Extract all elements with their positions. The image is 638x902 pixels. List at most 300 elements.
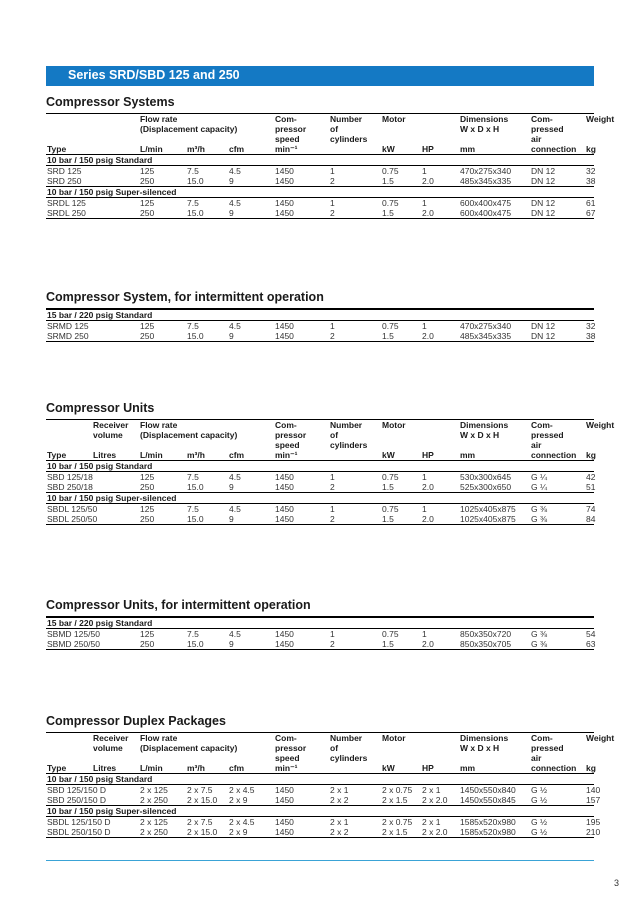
table-cell: 2 x 125: [139, 785, 186, 796]
table-cell: 2 x 1.5: [382, 795, 408, 805]
table-cell: 2 x 9: [229, 795, 248, 805]
table-cell: G ¼: [530, 472, 585, 483]
table-cell: 2 x 4.5: [228, 817, 274, 828]
header-cell: Receiver: [93, 733, 129, 743]
table-cell: 1: [421, 166, 459, 177]
table-cell: 600x400x475: [459, 208, 530, 219]
table-cell: 38: [586, 176, 596, 186]
header-cell: [92, 134, 139, 144]
header-cell: L/min: [140, 144, 163, 154]
table-cell: 125: [139, 504, 186, 515]
header-cell: [381, 124, 421, 134]
header-cell: Litres: [93, 450, 117, 460]
table-cell: 1: [329, 198, 381, 209]
header-cell: [46, 124, 92, 134]
header-cell: min⁻¹: [275, 763, 298, 773]
table-cell: SBD 125/150 D: [47, 785, 107, 795]
header-cell: [46, 420, 92, 430]
header-cell: air: [531, 134, 542, 144]
table-row: [46, 514, 594, 525]
header-cell: Dimensions: [460, 114, 509, 124]
header-cell: mm: [460, 763, 476, 773]
header-cell: [421, 743, 459, 753]
header-cell: L/min: [140, 450, 163, 460]
header-cell: pressed: [531, 743, 564, 753]
table-cell: 15.0: [187, 482, 204, 492]
table-cell: 2 x 2.0: [421, 827, 459, 838]
header-row: [46, 733, 594, 743]
table-cell: [92, 321, 139, 332]
section: [46, 400, 615, 525]
table-row: [46, 639, 594, 650]
section: [46, 94, 615, 219]
header-cell: mm: [460, 450, 476, 460]
section-title: Compressor Systems: [46, 95, 175, 109]
table-cell: 15.0: [186, 639, 228, 650]
header-cell: Flow rate: [140, 114, 178, 124]
table-cell: DN 12: [530, 198, 585, 209]
table-cell: 125: [139, 321, 186, 332]
group-label: 15 bar / 220 psig Standard: [46, 618, 594, 629]
header-cell: [585, 753, 594, 763]
table-cell: 2 x 7.5: [186, 817, 228, 828]
header-cell: [329, 763, 381, 774]
table-row: [46, 472, 594, 483]
table-cell: [92, 176, 139, 187]
table-cell: 2 x 2: [330, 795, 349, 805]
table-row: [46, 176, 594, 187]
header-cell: min⁻¹: [275, 450, 298, 460]
table-cell: 74: [586, 504, 596, 514]
header-cell: of: [330, 430, 339, 440]
header-cell: [421, 753, 459, 763]
header-cell: [186, 420, 228, 430]
table-row: [46, 321, 594, 332]
header-cell: speed: [275, 134, 300, 144]
header-cell: [585, 134, 594, 144]
table-cell: 1025x405x875: [459, 504, 530, 515]
table-cell: [92, 331, 139, 342]
header-cell: (Displacement capacity): [140, 743, 238, 753]
header-cell: air: [531, 440, 542, 450]
header-cell: kW: [382, 144, 395, 154]
table-cell: 1: [329, 629, 381, 640]
table-cell: 125: [139, 166, 186, 177]
table-cell: 2 x 250: [140, 795, 168, 805]
group-label: 10 bar / 150 psig Standard: [46, 155, 594, 166]
table-cell: 1450: [274, 166, 329, 177]
table-cell: 2: [329, 331, 381, 342]
header-cell: [421, 114, 459, 124]
table-cell: 2.0: [421, 639, 459, 650]
header-cell: (Displacement capacity): [140, 430, 238, 440]
header-cell: m³/h: [187, 763, 205, 773]
table-cell: 32: [586, 321, 596, 331]
table-cell: 7.5: [186, 504, 228, 515]
header-cell: [92, 753, 139, 763]
table-cell: DN 12: [531, 176, 556, 186]
header-cell: [139, 134, 186, 144]
table-cell: [92, 514, 139, 525]
table-row: [46, 795, 594, 806]
table-cell: 1450x550x845: [460, 795, 516, 805]
header-cell: kg: [586, 144, 596, 154]
table-cell: 61: [586, 198, 596, 208]
header-row: [46, 134, 594, 144]
table-cell: 850x350x720: [459, 629, 530, 640]
table-cell: 0.75: [381, 472, 421, 483]
table-cell: G ½: [530, 817, 585, 828]
table-cell: 0.75: [381, 504, 421, 515]
table-cell: 9: [229, 176, 234, 186]
header-cell: [459, 134, 530, 144]
table-cell: DN 12: [530, 321, 585, 332]
header-cell: pressor: [275, 124, 307, 134]
table-cell: 2.0: [421, 514, 459, 525]
header-cell: Weight: [586, 420, 615, 430]
header-cell: pressed: [531, 430, 564, 440]
header-cell: m³/h: [187, 450, 205, 460]
table-cell: 125: [139, 629, 186, 640]
header-cell: speed: [275, 440, 300, 450]
header-cell: [228, 733, 274, 743]
group-row: [46, 806, 594, 817]
table-cell: 2: [329, 208, 381, 219]
table-cell: SBMD 250/50: [47, 639, 100, 649]
group-label: 10 bar / 150 psig Standard: [46, 774, 594, 785]
table-cell: DN 12: [530, 208, 585, 219]
header-cell: [46, 733, 92, 743]
table-cell: G ⅜: [530, 639, 585, 650]
table-cell: SRD 125: [46, 166, 92, 177]
table-cell: 1.5: [382, 176, 394, 186]
table-row: [46, 331, 594, 342]
header-cell: [228, 753, 274, 763]
header-cell: [92, 114, 139, 124]
table-cell: 470x275x340: [459, 321, 530, 332]
table-cell: SBDL 125/150 D: [47, 817, 111, 827]
header-cell: [228, 420, 274, 430]
table-row: [46, 785, 594, 796]
header-cell: [459, 753, 530, 763]
header-cell: [381, 134, 421, 144]
header-cell: [46, 743, 92, 753]
table-cell: 15.0: [187, 176, 204, 186]
table-row: [46, 629, 594, 640]
header-cell: [585, 743, 594, 753]
spec-table: [46, 617, 594, 650]
header-row: [46, 450, 594, 461]
table-cell: G ⅜: [530, 629, 585, 640]
table-cell: 2 x 0.75: [381, 785, 421, 796]
table-cell: 9: [228, 639, 274, 650]
table-cell: 4.5: [228, 321, 274, 332]
table-cell: 38: [586, 331, 596, 341]
header-cell: pressor: [275, 430, 307, 440]
table-cell: SRDL 125: [46, 198, 92, 209]
table-cell: 67: [586, 208, 596, 218]
group-label: 10 bar / 150 psig Standard: [46, 461, 594, 472]
header-cell: [186, 134, 228, 144]
table-row: [46, 208, 594, 219]
table-row: [46, 827, 594, 838]
header-row: [46, 753, 594, 763]
group-label: 10 bar / 150 psig Super-silenced: [46, 806, 594, 817]
table-cell: 1: [421, 472, 459, 483]
table-cell: 2: [330, 482, 335, 492]
series-banner: [46, 66, 594, 86]
table-cell: 210: [586, 827, 601, 837]
header-row: [46, 763, 594, 774]
table-cell: DN 12: [530, 166, 585, 177]
header-cell: [46, 753, 92, 763]
header-cell: [381, 430, 421, 440]
table-cell: 140: [586, 785, 601, 795]
header-cell: Type: [47, 763, 67, 773]
header-cell: Receiver: [93, 420, 129, 430]
table-cell: 530x300x645: [459, 472, 530, 483]
table-cell: 54: [586, 629, 596, 639]
section-title: Compressor Duplex Packages: [46, 714, 226, 728]
header-cell: kW: [382, 763, 395, 773]
section-title: Compressor Units: [46, 401, 155, 415]
table-cell: 42: [586, 472, 596, 482]
table-cell: 1.5: [381, 331, 421, 342]
header-cell: [585, 430, 594, 440]
table-cell: 15.0: [186, 331, 228, 342]
table-cell: [92, 166, 139, 177]
header-cell: [421, 134, 459, 144]
table-cell: SBDL 125/50: [47, 504, 98, 514]
group-row: [46, 187, 594, 198]
table-cell: SRMD 125: [46, 321, 92, 332]
table-cell: 1450: [274, 785, 329, 796]
table-cell: 7.5: [186, 166, 228, 177]
table-cell: 2: [329, 514, 381, 525]
table-cell: G ¼: [531, 482, 548, 492]
table-cell: 32: [586, 166, 596, 176]
table-cell: 2.0: [422, 176, 434, 186]
header-cell: W x D x H: [460, 743, 500, 753]
header-cell: [421, 420, 459, 430]
header-cell: [186, 440, 228, 450]
header-cell: HP: [422, 144, 434, 154]
group-row: [46, 310, 594, 321]
table-row: [46, 198, 594, 209]
header-cell: [228, 134, 274, 144]
table-cell: 7.5: [186, 472, 228, 483]
table-cell: 1450: [274, 504, 329, 515]
header-cell: [381, 753, 421, 763]
table-cell: 1: [421, 198, 459, 209]
section: [46, 597, 594, 650]
header-cell: connection: [531, 450, 577, 460]
header-cell: air: [531, 753, 542, 763]
table-cell: 4.5: [228, 629, 274, 640]
table-cell: 15.0: [186, 514, 228, 525]
header-cell: Com-: [531, 114, 553, 124]
table-cell: 1450: [275, 176, 294, 186]
table-cell: 7.5: [186, 321, 228, 332]
table-cell: 15.0: [186, 208, 228, 219]
header-cell: [46, 430, 92, 440]
table-cell: 1450: [274, 827, 329, 838]
header-cell: [381, 440, 421, 450]
header-cell: Weight: [586, 733, 615, 743]
table-cell: SBD 125/18: [47, 472, 93, 482]
group-label: 15 bar / 220 psig Standard: [46, 310, 594, 321]
table-cell: 250: [140, 176, 155, 186]
header-row: [46, 124, 594, 134]
table-cell: 51: [586, 482, 596, 492]
table-cell: 2 x 1.5: [381, 827, 421, 838]
table-cell: 1450: [274, 514, 329, 525]
table-cell: [92, 472, 139, 483]
table-cell: 0.75: [381, 198, 421, 209]
table-cell: 1.5: [381, 208, 421, 219]
header-cell: [92, 144, 139, 155]
header-cell: min⁻¹: [275, 144, 298, 154]
table-cell: 2 x 15.0: [187, 795, 218, 805]
table-cell: 1025x405x875: [459, 514, 530, 525]
table-cell: 1: [421, 504, 459, 515]
header-cell: Motor: [382, 420, 406, 430]
table-cell: 63: [586, 639, 596, 649]
table-cell: 1450: [274, 198, 329, 209]
table-cell: 485x345x335: [460, 176, 512, 186]
table-cell: 485x345x335: [459, 331, 530, 342]
table-cell: 1450: [274, 472, 329, 483]
header-cell: cfm: [229, 450, 245, 460]
table-cell: [92, 208, 139, 219]
table-cell: SBD 250/18: [47, 482, 93, 492]
group-label: 10 bar / 150 psig Super-silenced: [46, 493, 594, 504]
header-cell: cfm: [229, 763, 245, 773]
header-cell: Weight: [586, 114, 615, 124]
header-cell: cylinders: [330, 753, 368, 763]
table-cell: 1450: [274, 208, 329, 219]
header-cell: of: [330, 743, 339, 753]
table-cell: 250: [139, 331, 186, 342]
table-cell: 850x350x705: [459, 639, 530, 650]
header-cell: Dimensions: [460, 420, 509, 430]
section-title: Compressor System, for intermittent operation: [46, 290, 324, 304]
header-cell: [381, 743, 421, 753]
header-cell: connection: [531, 763, 577, 773]
table-cell: SBD 250/150 D: [47, 795, 107, 805]
table-cell: 1: [421, 629, 459, 640]
table-cell: [92, 198, 139, 209]
table-cell: 2: [330, 176, 335, 186]
table-cell: 7.5: [186, 198, 228, 209]
header-cell: speed: [275, 753, 300, 763]
table-cell: 600x400x475: [459, 198, 530, 209]
section: [46, 289, 594, 342]
table-cell: 2 x 1: [421, 785, 459, 796]
header-cell: [585, 440, 594, 450]
header-cell: W x D x H: [460, 124, 500, 134]
header-cell: Dimensions: [460, 733, 509, 743]
table-cell: 2 x 250: [139, 827, 186, 838]
table-cell: 2.0: [422, 482, 434, 492]
header-cell: kg: [586, 763, 596, 773]
group-label: 10 bar / 150 psig Super-silenced: [46, 187, 594, 198]
group-row: [46, 493, 594, 504]
table-cell: 1585x520x980: [459, 827, 530, 838]
header-cell: cylinders: [330, 440, 368, 450]
header-cell: connection: [531, 144, 577, 154]
banner-title: Series SRD/SBD 125 and 250: [68, 68, 240, 82]
table-cell: 195: [586, 817, 601, 827]
header-cell: Motor: [382, 733, 406, 743]
table-cell: G ⅜: [530, 514, 585, 525]
header-cell: Number: [330, 420, 363, 430]
header-row: [46, 440, 594, 450]
table-cell: 2 x 2: [329, 827, 381, 838]
header-cell: [186, 114, 228, 124]
table-cell: 250: [140, 482, 155, 492]
group-row: [46, 774, 594, 785]
header-cell: [139, 440, 186, 450]
table-cell: SBDL 250/150 D: [47, 827, 111, 837]
header-cell: [421, 440, 459, 450]
header-cell: [585, 124, 594, 134]
spec-table: [46, 733, 615, 838]
table-cell: 1: [329, 166, 381, 177]
header-row: [46, 743, 594, 753]
table-cell: G ½: [530, 827, 585, 838]
footer-divider: [46, 860, 594, 861]
table-cell: G ½: [531, 795, 548, 805]
table-cell: 1450: [275, 795, 294, 805]
header-cell: W x D x H: [460, 430, 500, 440]
table-cell: 1450: [274, 817, 329, 828]
header-cell: [329, 144, 381, 155]
table-cell: 1.5: [381, 514, 421, 525]
table-cell: SRD 250: [47, 176, 82, 186]
header-cell: pressor: [275, 743, 307, 753]
header-cell: Type: [47, 450, 67, 460]
table-cell: SRDL 250: [46, 208, 92, 219]
header-cell: (Displacement capacity): [140, 124, 238, 134]
group-row: [46, 155, 594, 166]
spec-table: [46, 309, 594, 342]
header-cell: [228, 114, 274, 124]
table-cell: 4.5: [228, 504, 274, 515]
section-title: Compressor Units, for intermittent operation: [46, 598, 311, 612]
table-cell: 470x275x340: [459, 166, 530, 177]
header-cell: [46, 114, 92, 124]
header-cell: [228, 440, 274, 450]
header-cell: Number: [330, 114, 363, 124]
table-cell: G ½: [530, 785, 585, 796]
table-cell: 4.5: [228, 472, 274, 483]
header-cell: HP: [422, 763, 434, 773]
header-cell: HP: [422, 450, 434, 460]
table-cell: 250: [139, 639, 186, 650]
header-cell: cylinders: [330, 134, 368, 144]
table-cell: 2 x 2.0: [422, 795, 448, 805]
table-cell: 2 x 15.0: [186, 827, 228, 838]
header-row: [46, 144, 594, 155]
header-row: [46, 114, 594, 124]
table-cell: SRMD 250: [46, 331, 92, 342]
header-cell: mm: [460, 144, 476, 154]
table-cell: 125: [139, 198, 186, 209]
header-cell: pressed: [531, 124, 564, 134]
spec-table: [46, 114, 615, 219]
header-cell: volume: [93, 743, 123, 753]
